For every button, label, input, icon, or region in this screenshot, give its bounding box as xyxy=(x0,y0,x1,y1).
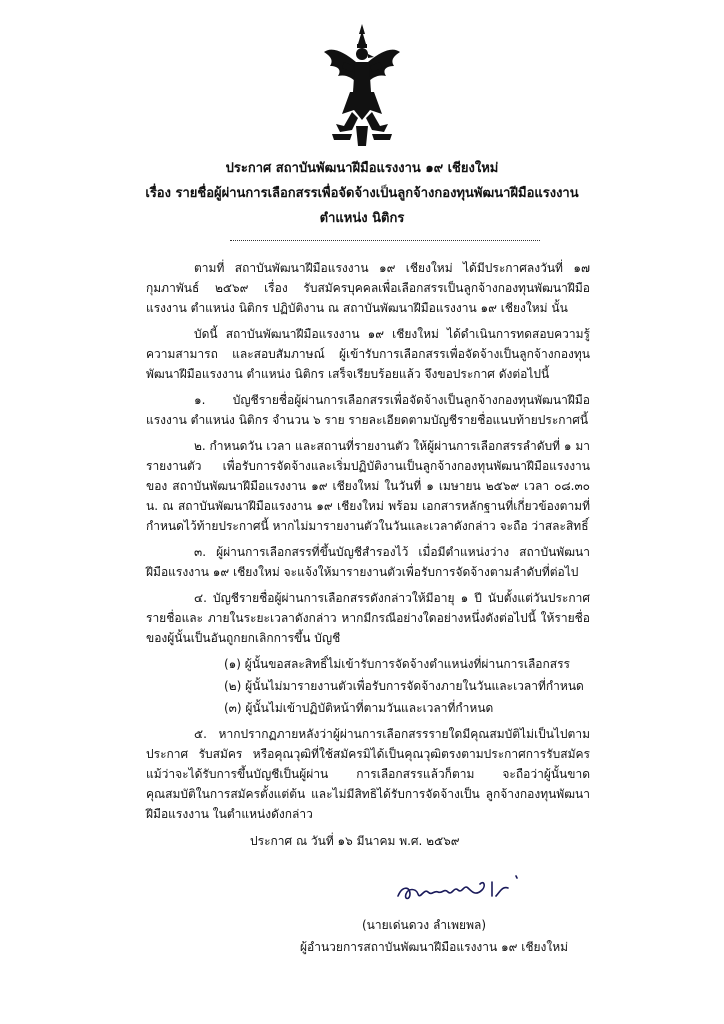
paragraph-6: ๔. บัญชีรายชื่อผู้ผ่านการเลือกสรรดังกล่าวให้มีอายุ ๑ ปี นับตั้งแต่วันประกาศรายชื่อและ ภายในระยะเวลาดังกล่าว หากมีกรณีอย่างใดอย่างหนึ่งดังต่อไปนี้ ให้รายชื่อของผู้นั้นเป็นอันถูกยกเลิกการขึ้น บัญชี xyxy=(146,591,590,645)
signatory-name: (นายเด่นดวง ลำเพยพล) xyxy=(362,918,487,932)
announcement-position: ตำแหน่ง นิติกร xyxy=(319,211,405,226)
document-body xyxy=(146,258,590,830)
paragraph-5: ๓. ผู้ผ่านการเลือกสรรที่ขึ้นบัญชีสำรองไว้ เมื่อมีตำแหน่งว่าง สถาบันพัฒนาฝีมือแรงงาน ๑๙ เชียงใหม่ จะแจ้งให้มารายงานตัวเพื่อรับการจัดจ้างตามลำดับที่ต่อไป xyxy=(146,545,590,579)
announcement-date: ประกาศ ณ วันที่ ๑๖ มีนาคม พ.ศ. ๒๕๖๙ xyxy=(250,834,460,848)
list-item: (๑) ผู้นั้นขอสละสิทธิ์ไม่เข้ารับการจัดจ้างตำแหน่งที่ผ่านการเลือกสรร xyxy=(224,657,570,671)
garuda-emblem-icon xyxy=(322,22,402,150)
paragraph-7: ๕. หากปรากฏภายหลังว่าผู้ผ่านการเลือกสรรรายใดมีคุณสมบัติไม่เป็นไปตามประกาศ รับสมัคร หรือคุณวุฒิที่ใช้สมัครมิได้เป็นคุณวุฒิตรงตามประกาศการรับสมัคร แม้ว่าจะได้รับการขึ้นบัญชีเป็นผู้ผ่าน การเลือกสรรแล้วก็ตาม จะถือว่าผู้นั้นขาดคุณสมบัติในการสมัครตั้งแต่ต้น และไม่มีสิทธิได้รับการจัดจ้างเป็น ลูกจ้างกองทุนพัฒนาฝีมือแรงงาน ในตำแหน่งดังกล่าว xyxy=(146,727,590,821)
header-divider xyxy=(230,240,540,241)
announcement-line-1: ประกาศ สถาบันพัฒนาฝีมือแรงงาน ๑๙ เชียงใหม่ xyxy=(225,161,499,176)
announcement-subject: เรื่อง รายชื่อผู้ผ่านการเลือกสรรเพื่อจัดจ้างเป็นลูกจ้างกองทุนพัฒนาฝีมือแรงงาน xyxy=(145,186,579,201)
paragraph-2: บัดนี้ สถาบันพัฒนาฝีมือแรงงาน ๑๙ เชียงใหม่ ได้ดำเนินการทดสอบความรู้ความสามารถ และสอบสัมภาษณ์ ผู้เข้ารับการเลือกสรรเพื่อจัดจ้างเป็นลูกจ้างกองทุนพัฒนาฝีมือแรงงาน ตำแหน่ง นิติกร เสร็จเรียบร้อยแล้ว จึงขอประกาศ ดังต่อไปนี้ xyxy=(146,327,590,381)
paragraph-3: ๑. บัญชีรายชื่อผู้ผ่านการเลือกสรรเพื่อจัดจ้างเป็นลูกจ้างกองทุนพัฒนาฝีมือแรงงาน ตำแหน่ง นิติกร จำนวน ๖ ราย รายละเอียดตามบัญชีรายชื่อแนบท้ายประกาศนี้ xyxy=(146,393,590,427)
list-item: (๒) ผู้นั้นไม่มารายงานตัวเพื่อรับการจัดจ้างภายในวันและเวลาที่กำหนด xyxy=(224,679,584,693)
list-item: (๓) ผู้นั้นไม่เข้าปฏิบัติหน้าที่ตามวันและเวลาที่กำหนด xyxy=(224,701,494,715)
signature xyxy=(392,866,522,914)
paragraph-4: ๒. กำหนดวัน เวลา และสถานที่รายงานตัว ให้ผู้ผ่านการเลือกสรรลำดับที่ ๑ มารายงานตัว เพื่อรับการจัดจ้างและเริ่มปฏิบัติงานเป็นลูกจ้างกองทุนพัฒนาฝีมือแรงงานของ สถาบันพัฒนาฝีมือแรงงาน ๑๙ เชียงใหม่ ในวันที่ ๑ เมษายน ๒๕๖๙ เวลา ๐๘.๓๐ น. ณ สถาบันพัฒนาฝีมือแรงงาน ๑๙ เชียงใหม่ พร้อม เอกสารหลักฐานที่เกี่ยวข้องตามที่กำหนดไว้ท้ายประกาศนี้ หากไม่มารายงานตัวในวันและเวลาดังกล่าว จะถือ ว่าสละสิทธิ์ xyxy=(146,439,590,533)
paragraph-1: ตามที่ สถาบันพัฒนาฝีมือแรงงาน ๑๙ เชียงใหม่ ได้มีประกาศลงวันที่ ๑๗ กุมภาพันธ์ ๒๕๖๙ เรื่อง รับสมัครบุคคลเพื่อเลือกสรรเป็นลูกจ้างกองทุนพัฒนาฝีมือแรงงาน ตำแหน่ง นิติกร ปฏิบัติงาน ณ สถาบันพัฒนาฝีมือแรงงาน ๑๙ เชียงใหม่ นั้น xyxy=(146,261,590,315)
signatory-position: ผู้อำนวยการสถาบันพัฒนาฝีมือแรงงาน ๑๙ เชียงใหม่ xyxy=(300,940,569,954)
